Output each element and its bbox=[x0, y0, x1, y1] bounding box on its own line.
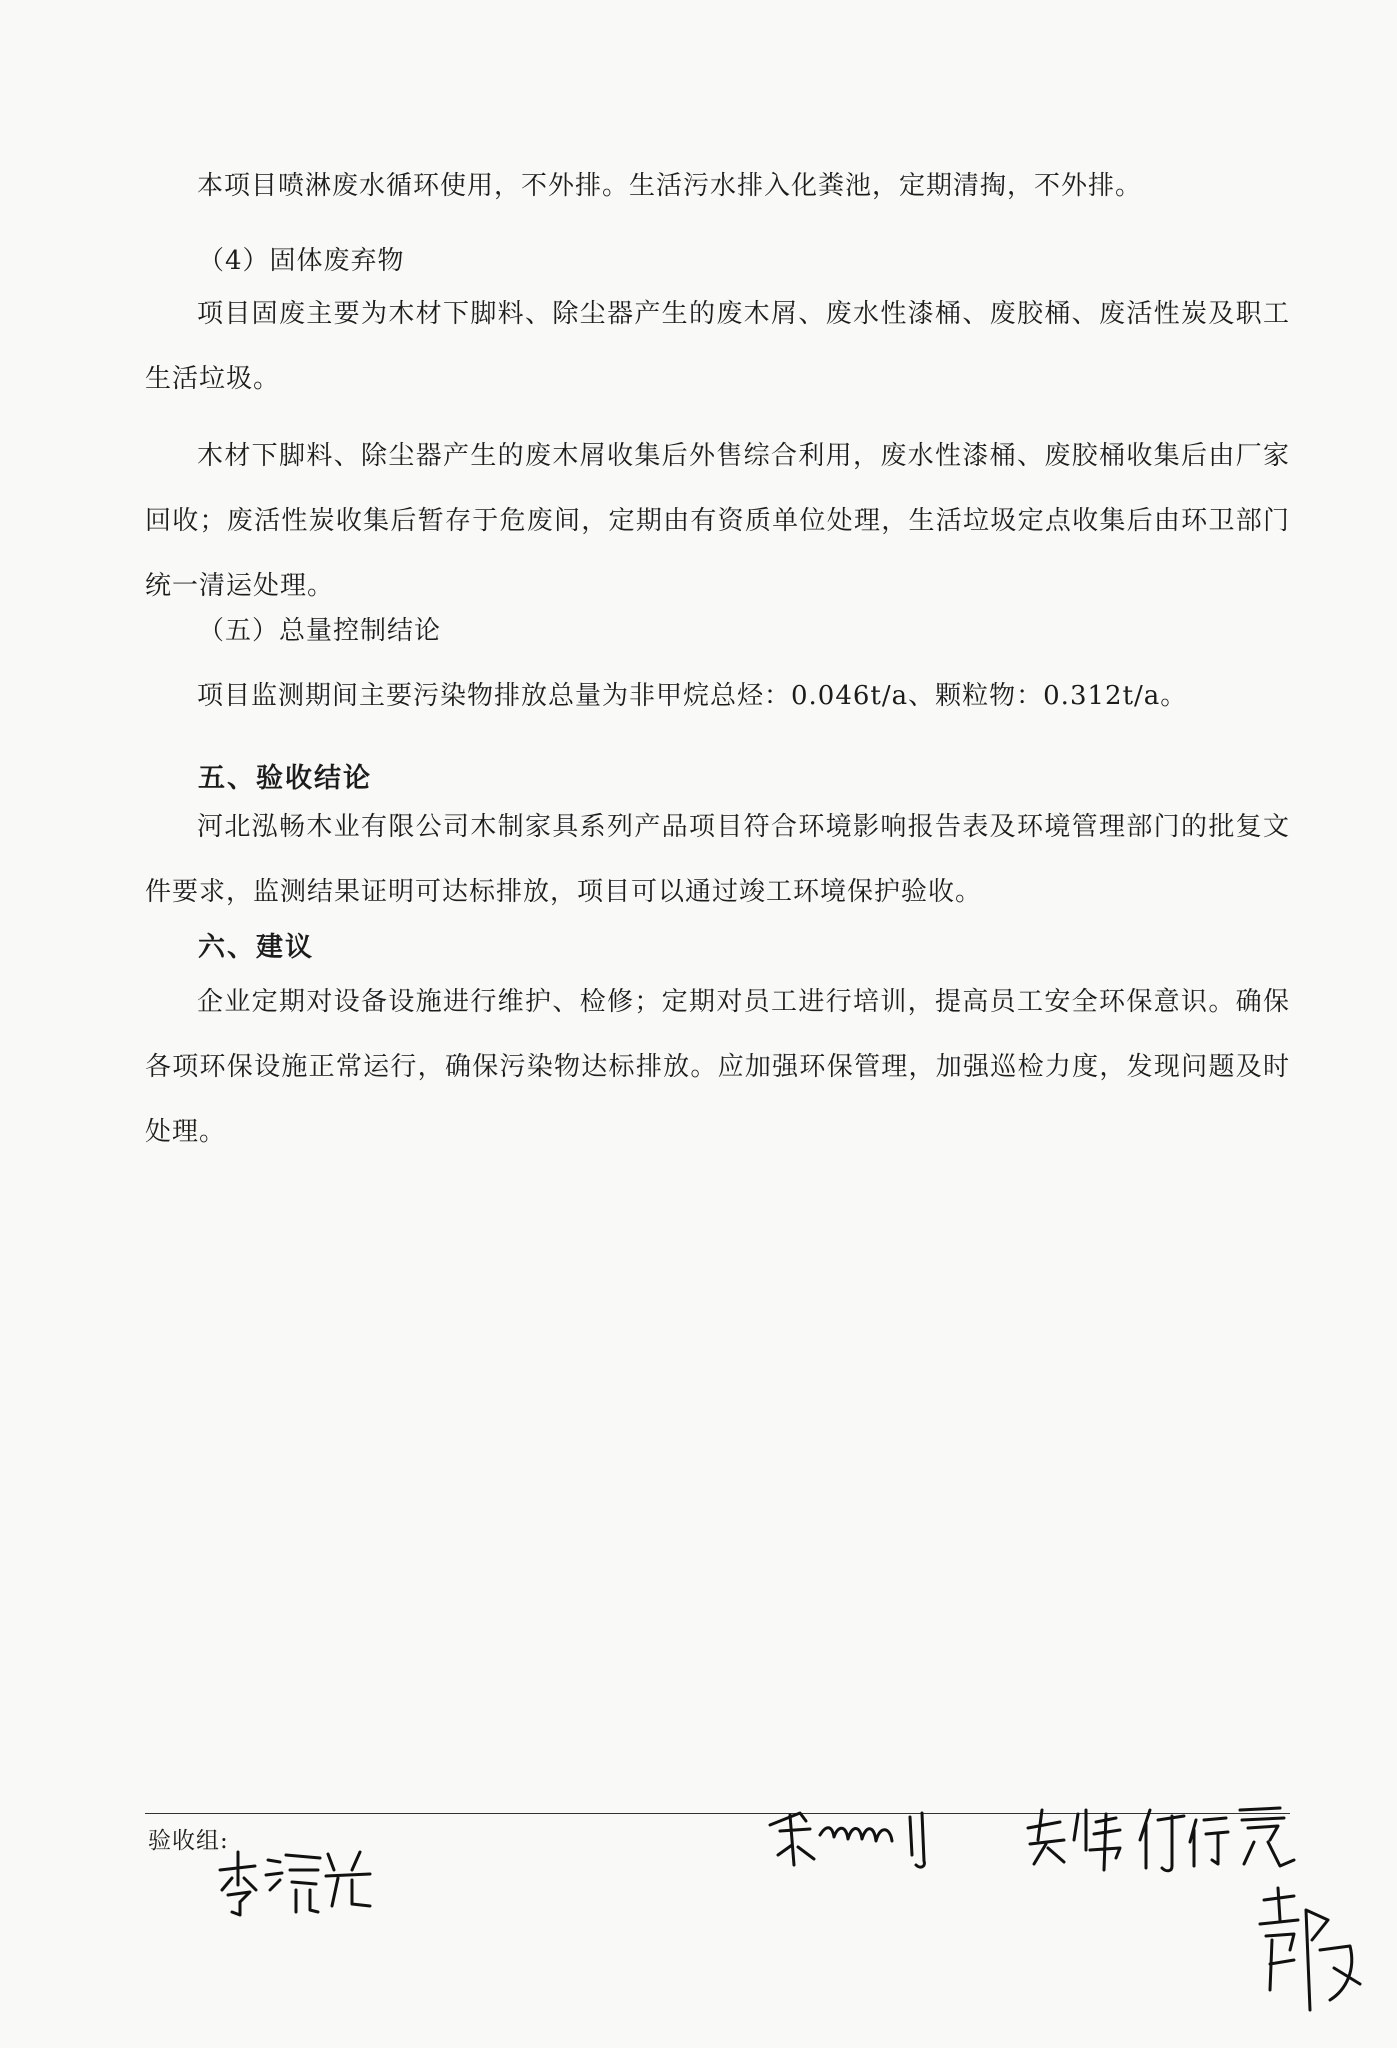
signature-2 bbox=[760, 1795, 1020, 1875]
paragraph-total-emission: 项目监测期间主要污染物排放总量为非甲烷总烃：0.046t/a、颗粒物：0.312t/a。 bbox=[197, 681, 1188, 711]
paragraph-suggestions: 企业定期对设备设施进行维护、检修；定期对员工进行培训，提高员工安全环保意识。确保各项环保设施正常运行，确保污染物达标排放。应加强环保管理，加强巡检力度，发现问题及时处理。 bbox=[145, 987, 1290, 1147]
signature-4 bbox=[1130, 1790, 1300, 1880]
signature-3 bbox=[1020, 1800, 1130, 1880]
subheading-solid-waste: （4）固体废弃物 bbox=[198, 246, 405, 276]
paragraph-wastewater: 本项目喷淋废水循环使用，不外排。生活污水排入化粪池，定期清掏，不外排。 bbox=[197, 171, 1143, 201]
paragraph-solid-waste-sources: 项目固废主要为木材下脚料、除尘器产生的废木屑、废水性漆桶、废胶桶、废活性炭及职工生活垃圾。 bbox=[145, 299, 1290, 394]
heading-suggestions: 六、建议 bbox=[198, 932, 314, 963]
subheading-total-control: （五）总量控制结论 bbox=[198, 616, 442, 646]
paragraph-solid-waste-disposal: 木材下脚料、除尘器产生的废木屑收集后外售综合利用，废水性漆桶、废胶桶收集后由厂家回收；废活性炭收集后暂存于危废间，定期由有资质单位处理，生活垃圾定点收集后由环卫部门统一清运处理。 bbox=[145, 441, 1290, 601]
acceptance-team-label: 验收组: bbox=[148, 1828, 229, 1854]
heading-acceptance-conclusion: 五、验收结论 bbox=[198, 763, 372, 794]
paragraph-acceptance-conclusion: 河北泓畅木业有限公司木制家具系列产品项目符合环境影响报告表及环境管理部门的批复文件要求，监测结果证明可达标排放，项目可以通过竣工环境保护验收。 bbox=[145, 812, 1290, 907]
signature-1 bbox=[210, 1840, 380, 1920]
signature-5 bbox=[1250, 1880, 1380, 2020]
